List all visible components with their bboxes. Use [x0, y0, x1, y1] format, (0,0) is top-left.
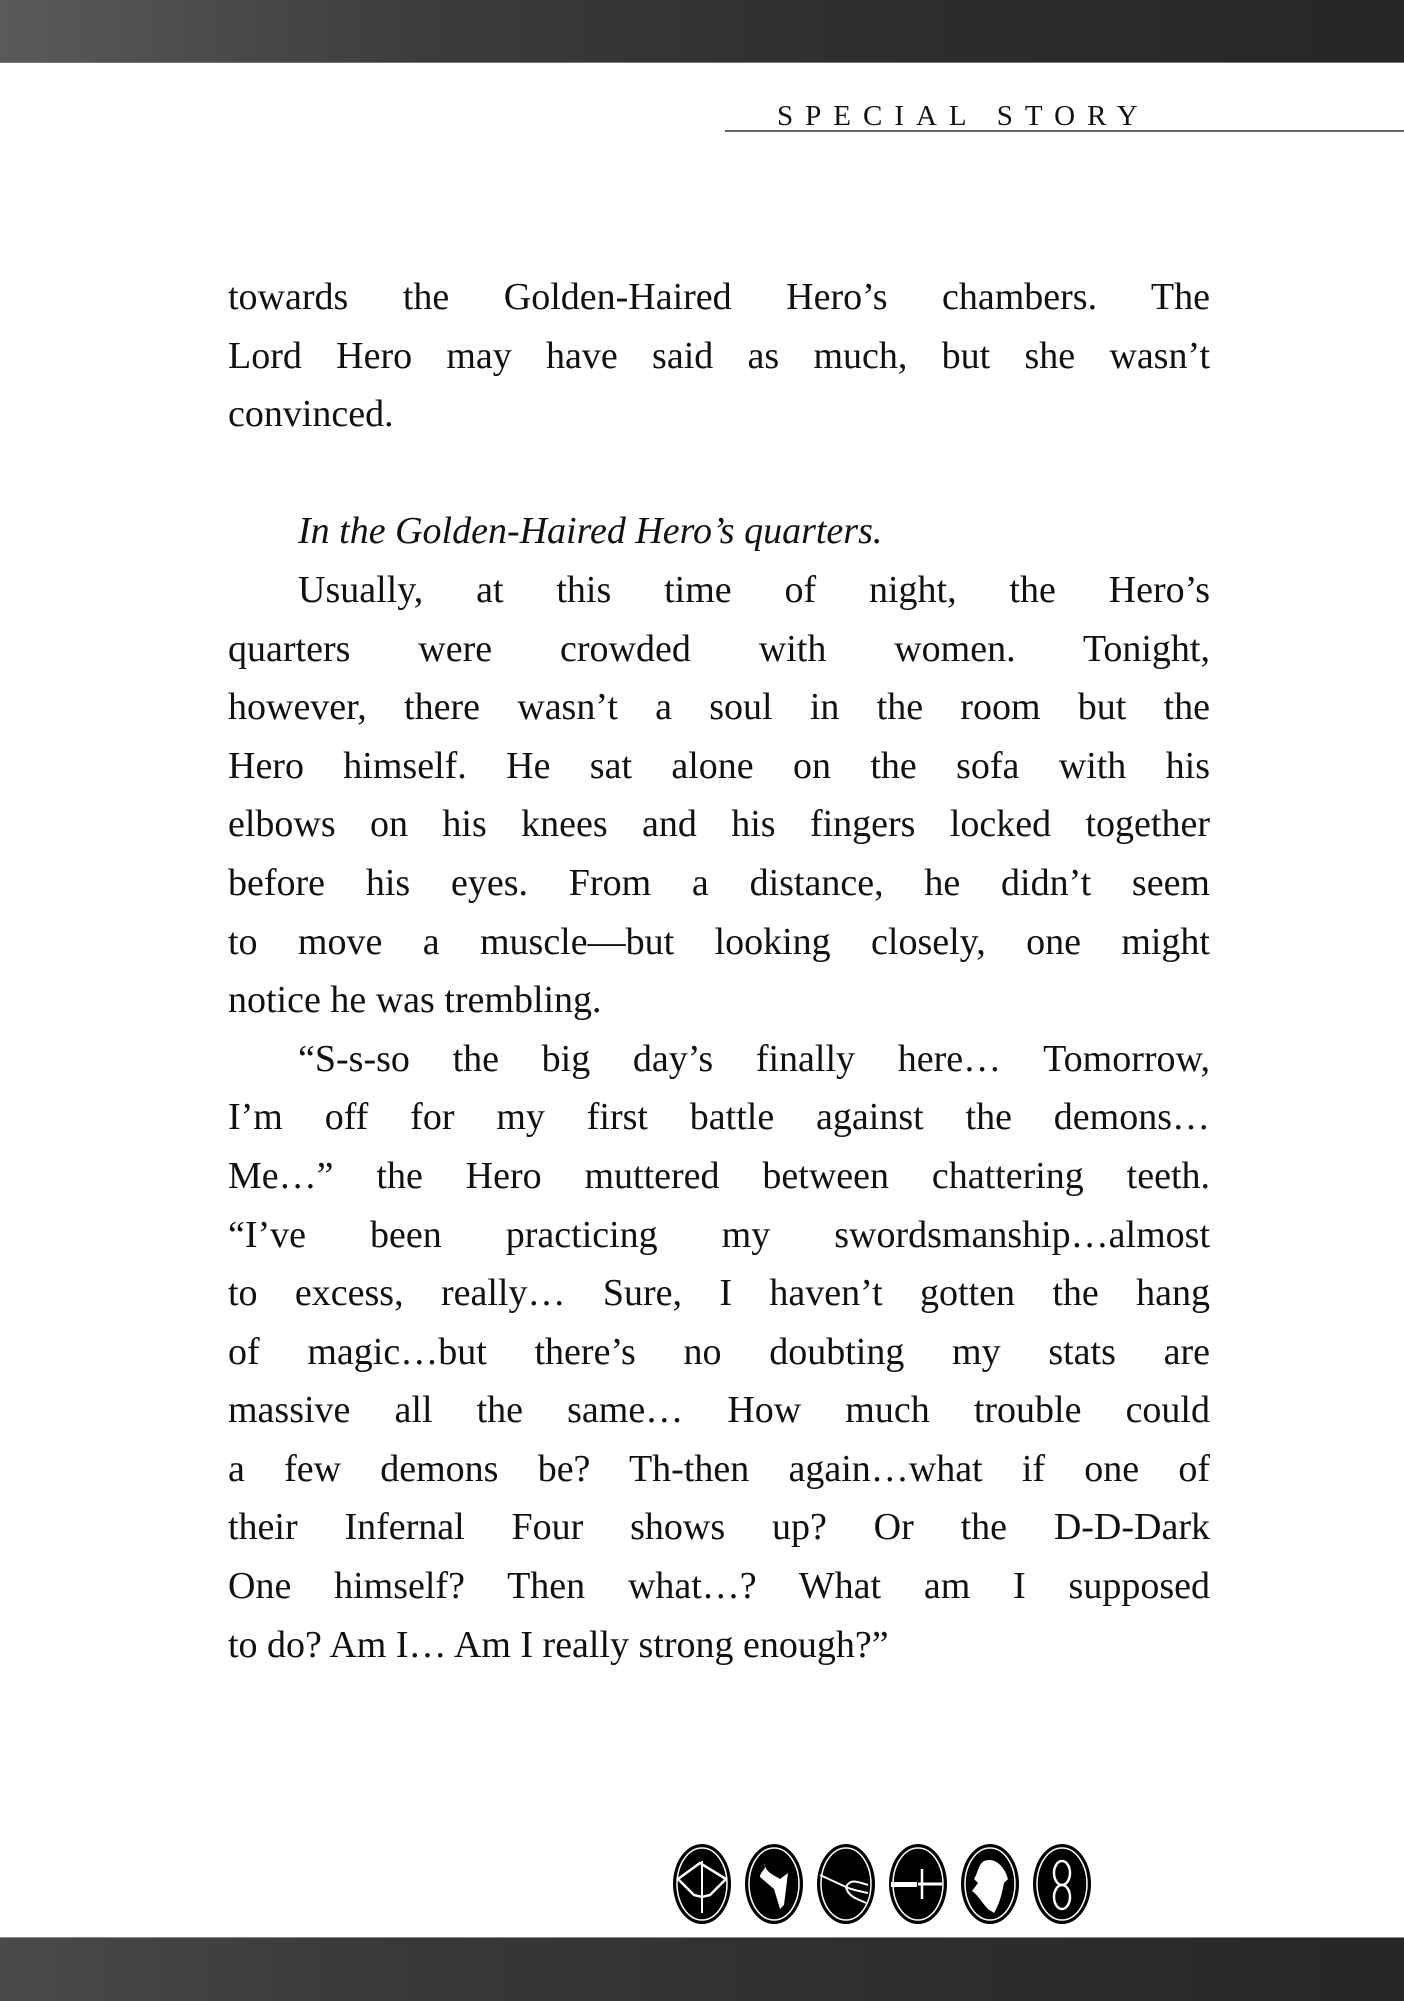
text-line: massive all the same… How much trouble could [228, 1389, 1210, 1432]
text-line: In the Golden-Haired Hero’s quarters. [298, 510, 883, 553]
text-line: elbows on his knees and his fingers locked together [228, 803, 1210, 846]
text-line: Usually, at this time of night, the Hero’s [298, 568, 1210, 611]
infinity-icon [1032, 1843, 1092, 1925]
pitchfork-icon [816, 1843, 876, 1925]
text-line: I’m off for my first battle against the demons… [228, 1096, 1210, 1139]
text-line: Me…” the Hero muttered between chattering teeth. [228, 1154, 1210, 1197]
text-line: of magic…but there’s no doubting my stats are [228, 1330, 1210, 1373]
text-line: “I’ve been practicing my swordsmanship…almost [228, 1213, 1210, 1256]
sword-icon [888, 1843, 948, 1925]
text-line: to excess, really… Sure, I haven’t gotten the hang [228, 1272, 1210, 1315]
text-line: however, there wasn’t a soul in the room but the [228, 686, 1210, 729]
text-line: notice he was trembling. [228, 979, 602, 1022]
text-line: their Infernal Four shows up? Or the D-D-Dark [228, 1506, 1210, 1549]
text-line: Lord Hero may have said as much, but she wasn’t [228, 334, 1210, 377]
text-line: One himself? Then what…? What am I supposed [228, 1565, 1210, 1608]
blank-line [228, 444, 1210, 503]
text-line: to move a muscle—but looking closely, one might [228, 920, 1210, 963]
running-header: SPECIAL STORY [777, 100, 1150, 132]
bottom-frame-bar [0, 1937, 1404, 2001]
chapter-icons [672, 1843, 1092, 1925]
text-line: Hero himself. He sat alone on the sofa with his [228, 744, 1210, 787]
text-line: towards the Golden-Haired Hero’s chambers. The [228, 276, 1210, 318]
demon-head-icon [744, 1843, 804, 1925]
text-line: “S-s-so the big day’s finally here… Tomorrow, [298, 1037, 1210, 1080]
text-line: convinced. [228, 393, 394, 436]
hooded-figure-icon [960, 1843, 1020, 1925]
text-line: before his eyes. From a distance, he didn’t seem [228, 861, 1210, 904]
text-line: to do? Am I… Am I really strong enough?” [228, 1623, 889, 1666]
text-line: quarters were crowded with women. Tonight, [228, 627, 1210, 670]
bow-icon [672, 1843, 732, 1925]
top-frame-bar [0, 0, 1404, 63]
story-text [228, 268, 1210, 1674]
text-line: a few demons be? Th-then again…what if one of [228, 1447, 1210, 1490]
